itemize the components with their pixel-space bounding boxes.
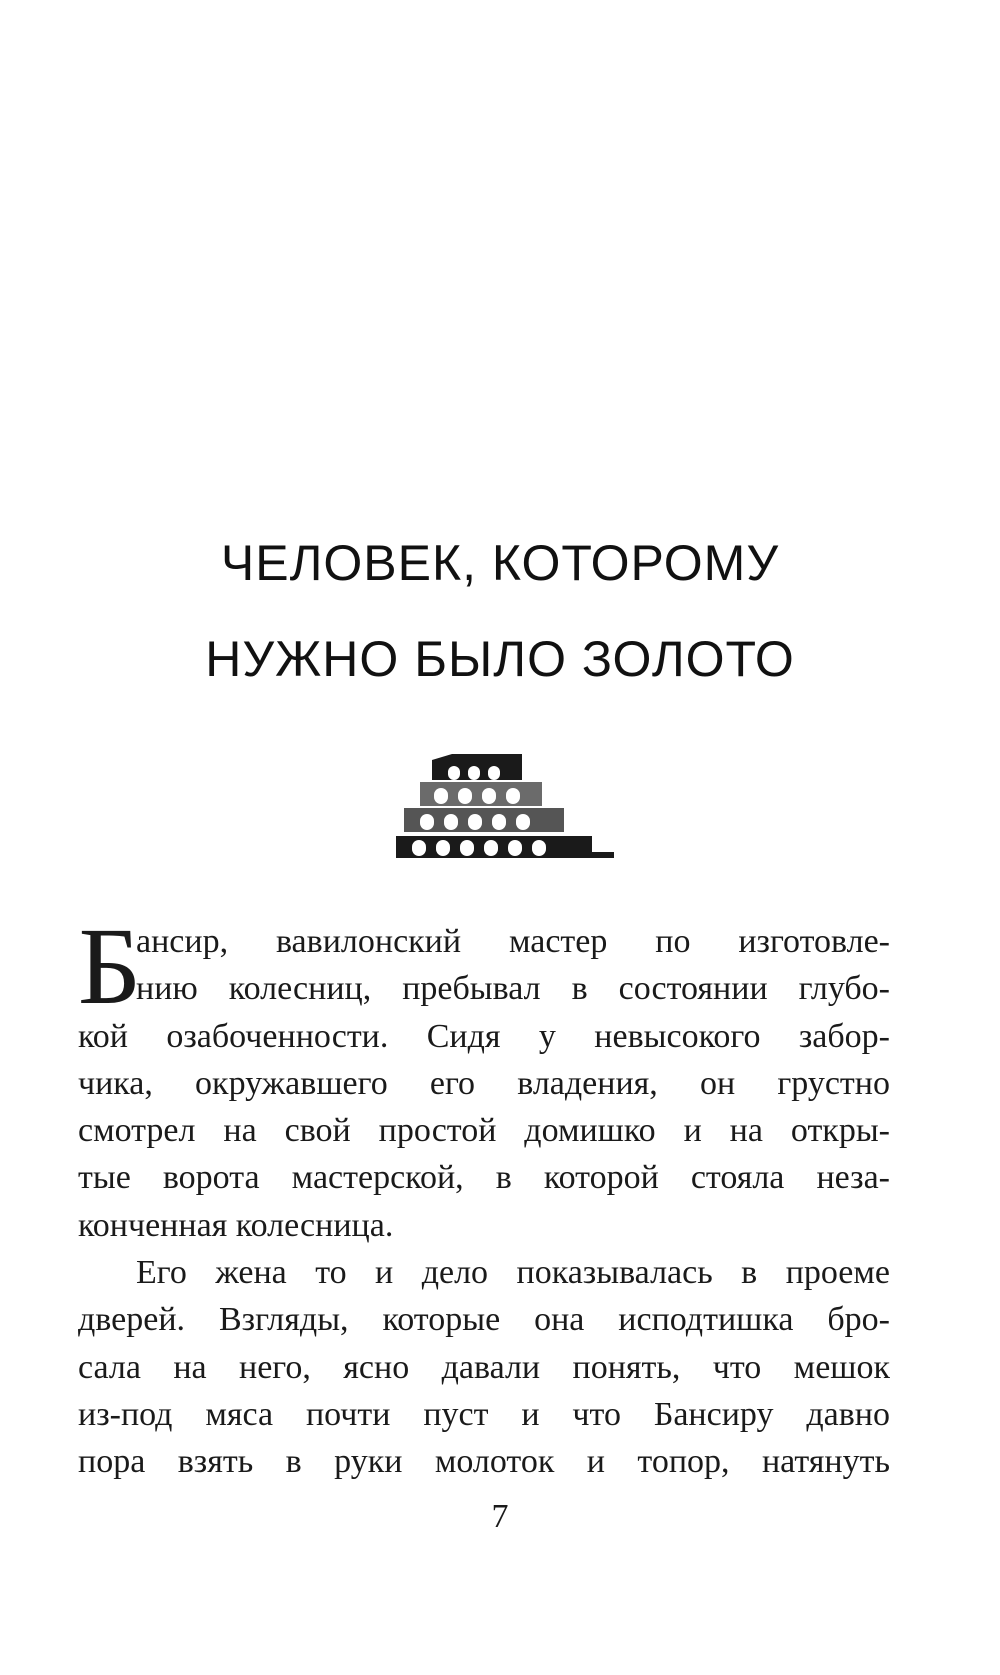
text-line: нию колесниц, пребывал в состоянии глубо- <box>136 970 890 1008</box>
drop-cap: Б <box>78 905 142 1027</box>
text-line: смотрел на свой простой домишко и на откры- <box>78 1112 890 1150</box>
chapter-title-line-1: ЧЕЛОВЕК, КОТОРОМУ <box>220 535 780 591</box>
text-line: пора взять в руки молоток и топор, натянуть <box>78 1443 890 1481</box>
page-number: 7 <box>491 1498 509 1535</box>
chapter-title <box>0 515 1000 707</box>
text-line: чика, окружавшего его владения, он грустно <box>78 1064 890 1102</box>
text-line: дверей. Взгляды, которые она исподтишка бро- <box>78 1301 890 1339</box>
text-line: из-под мяса почти пуст и что Бансиру давно <box>78 1395 890 1433</box>
text-line: сала на него, ясно давали понять, что мешок <box>78 1348 890 1386</box>
body-text <box>78 905 890 1486</box>
text-line: тые ворота мастерской, в которой стояла неза- <box>78 1159 890 1197</box>
chapter-title-line-2: НУЖНО БЫЛО ЗОЛОТО <box>205 631 795 687</box>
colosseum-icon <box>392 752 616 860</box>
text-line: Его жена то и дело показывалась в проеме <box>136 1254 890 1292</box>
text-line: конченная колесница. <box>78 1206 394 1244</box>
text-line: кой озабоченности. Сидя у невысокого забор- <box>78 1017 890 1055</box>
text-line: ансир, вавилонский мастер по изготовле- <box>136 923 890 960</box>
